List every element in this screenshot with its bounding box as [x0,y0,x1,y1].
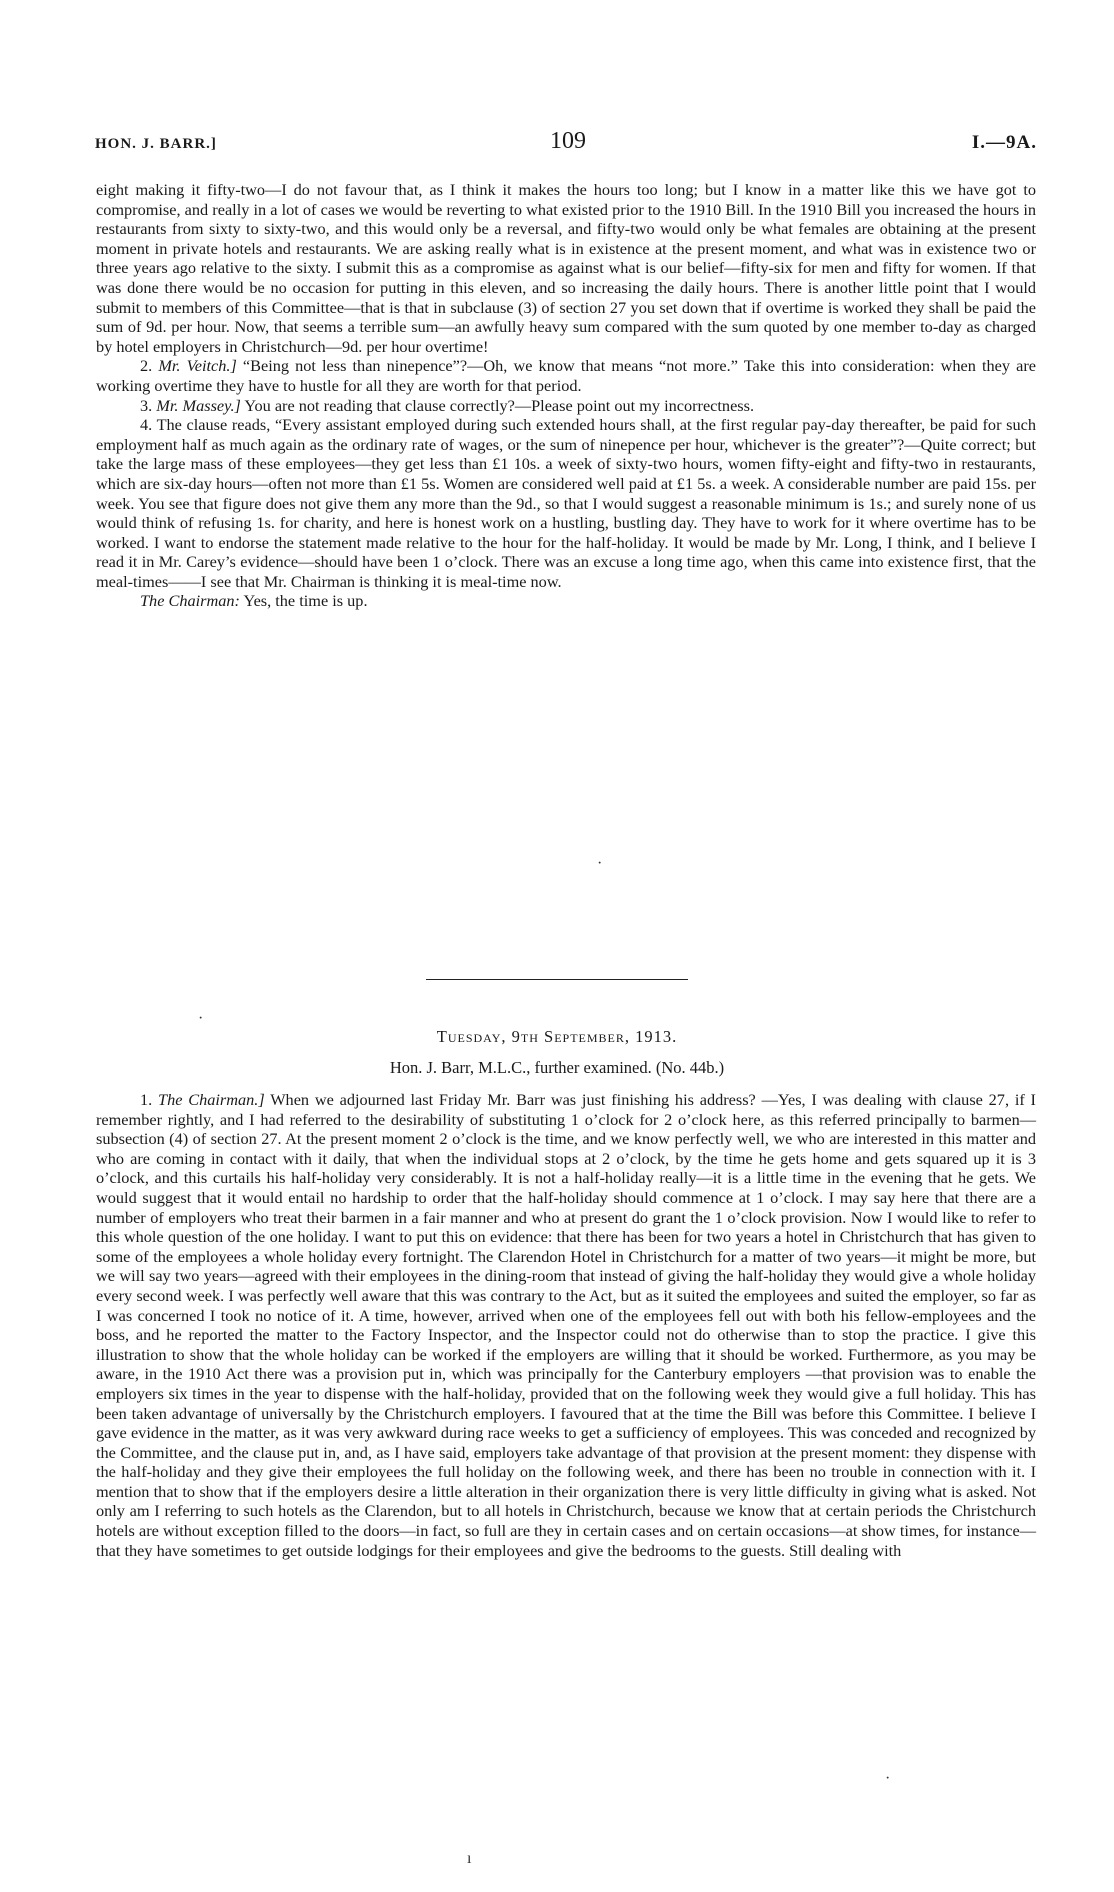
speaker-name: The Chairman: [140,591,240,611]
continuation-text: eight making it fifty-two—I do not favour that, as I think it makes the hours too long; but I know in a matter like this we have got to compromise, and really in a lot of cases we would be reverting to what existed prior to the 1910 Bill. In the 1910 Bill you increased the hours in restaurants from sixty to sixty-two, and this would only be a reversal, and fifty-two would only be what females are obtaining at the present moment in private hotels and restaurants. We are asking really what is in existence at the present moment, and what was in existence two or three years ago relative to the sixty. I submit this as a compromise as against what is our belief—fifty-six for men and fifty for women. If that was done there would be no occasion for putting in this eleven, and so increasing the daily hours. There is another little point that I would submit to members of this Committee—that is that in subclause (3) of section 27 you set down that if overtime is worked they shall be paid the sum of 9d. per hour. Now, that seems a terrible sum—an awfully heavy sum compared with the sum quoted by one member to-day as charged by hotel employers in Christchurch—9d. per hour overtime! [96,180,1036,356]
section-divider [426,979,688,980]
question-number: 4. [140,415,153,435]
print-speck: · [885,1770,891,1787]
print-speck: ı [467,1850,472,1867]
date-heading: Tuesday, 9th September, 1913. [436,1027,678,1046]
evidence-section-2 [96,1090,1036,1560]
speaker-name: Mr. Veitch.] [158,356,237,376]
evidence-section-1 [96,180,1036,611]
closing-text: Yes, the time is up. [243,591,368,611]
chairman-closing [96,591,1036,611]
page-number: 109 [550,128,586,154]
speaker-name: Mr. Massey.] [156,395,241,415]
question-number: 3. [140,395,153,415]
continuation-paragraph [96,180,1036,356]
running-head [95,128,1037,162]
running-head-right: I.—9A. [971,132,1037,153]
print-speck: · [198,1010,204,1027]
question-text: The clause reads, “Every assistant employed during such extended hours shall, at the first regular pay-day thereafter, be paid for such employment half as much again as the ordinary rate of wages, or the sum of ninepence per hour, whichever is the greater”?—Quite correct; but take the large mass of these employees—they get less than £1 10s. a week of sixty-two hours, women fifty-eight and fifty-two in restaurants, which are six-day hours—often not more than £1 5s. Women are considered well paid at £1 5s. a week. A considerable number are paid 15s. per week. You see that figure does not give them any more than the 9d., so that I would suggest a reasonable minimum is 1s.; and surely none of us would think of refusing 1s. for charity, and here is honest work on a hustling, bustling day. They have to work for it where overtime has to be worked. I want to endorse the statement made relative to the hour for the half-holiday. It would be made by Mr. Long, I think, and I believe I read it in Mr. Carey’s evidence—should have been 1 o’clock. There was an excuse a long time ago, when this came into existence first, that the meal-times——I see that Mr. Chairman is thinking it is meal-time now. [96,415,1036,591]
witness-heading: Hon. J. Barr, M.L.C., further examined. (No. 44b.) [389,1058,725,1077]
print-speck: · [597,855,603,872]
question-1 [96,1090,1036,1560]
running-head-left: HON. J. BARR.] [95,136,217,152]
question-number: 2. [140,356,153,376]
question-text: You are not reading that clause correctly?—Please point out my incorrectness. [244,395,755,415]
question-text: When we adjourned last Friday Mr. Barr was just finishing his address? —Yes, I was dealing with clause 27, if I remember rightly, and I had referred to the desirability of substituting 1 o’clock for 2 o’clock here, as this referred principally to barmen—subsection (4) of section 27. At the present moment 2 o’clock is the time, and we know perfectly well, we who are interested in this matter and who are coming in contact with it daily, that when the individual stops at 2 o’clock, by the time he gets home and gets squared up it is 3 o’clock, and this curtails his half-holiday very considerably. It is not a half-holiday really—it is a little time in the evening that he gets. We would suggest that it would entail no hardship to order that the half-holiday should commence at 1 o’clock. I may say here that there are a number of employers who treat their barmen in a fair manner and who at present do grant the 1 o’clock provision. Now I would like to refer to this whole question of the one holiday. I want to put this on evidence: that there has been for two years a hotel in Christchurch that has given to some of the employees a whole holiday every fortnight. The Clarendon Hotel in Christchurch for a matter of two years—it might be more, but we will say two years—agreed with their employees in the dining-room that instead of giving the half-holiday they would give a whole holiday every second week. I was perfectly well aware that this was contrary to the Act, but as it suited the employees and suited the employer, so far as I was concerned I took no notice of it. A time, however, arrived when one of the employees fell out with both his fellow-employees and the boss, and he reported the matter to the Factory Inspector, and the Inspector could not do otherwise than to stop the practice. I give this illustration to show that the whole holiday can be worked if the employers are willing that it should be worked. Furthermore, as you may be aware, in the 1910 Act there was a provision put in, which was principally for the Canterbury employers —that provision was to enable the employers six times in the year to dispense with the half-holiday, provided that on the following week they would give a full holiday. This has been taken advantage of universally by the Christchurch employers. I favoured that at the time the Bill was before this Committee. I believe I gave evidence in the matter, as it was very awkward during race weeks to get a sufficiency of employees. This was conceded and recognized by the Committee, and the clause put in, and, as I have said, employers take advantage of that provision at the present moment: they dispense with the half-holiday and they give their employees the full holiday on the following week, and there has been no trouble in connection with it. I mention that to show that if the employers desire a little alteration in their organization there is very little difficulty in giving what is asked. Not only am I referring to such hotels as the Clarendon, but to all hotels in Christchurch, because we know that at certain periods the Christchurch hotels are without exception filled to the doors—in fact, so full are they in certain cases and on certain occasions—at show times, for instance—that they have sometimes to get outside lodgings for their employees and give the bedrooms to the guests. Still dealing with [96,1090,1036,1560]
question-2 [96,356,1036,395]
question-number: 1. [140,1090,153,1109]
question-3 [96,396,1036,416]
question-text: “Being not less than ninepence”?—Oh, we know that means “not more.” Take this into consideration: when they are working overtime they have to hustle for all they are worth for that period. [96,356,1036,395]
speaker-name: The Chairman.] [158,1090,265,1109]
question-4 [96,415,1036,591]
